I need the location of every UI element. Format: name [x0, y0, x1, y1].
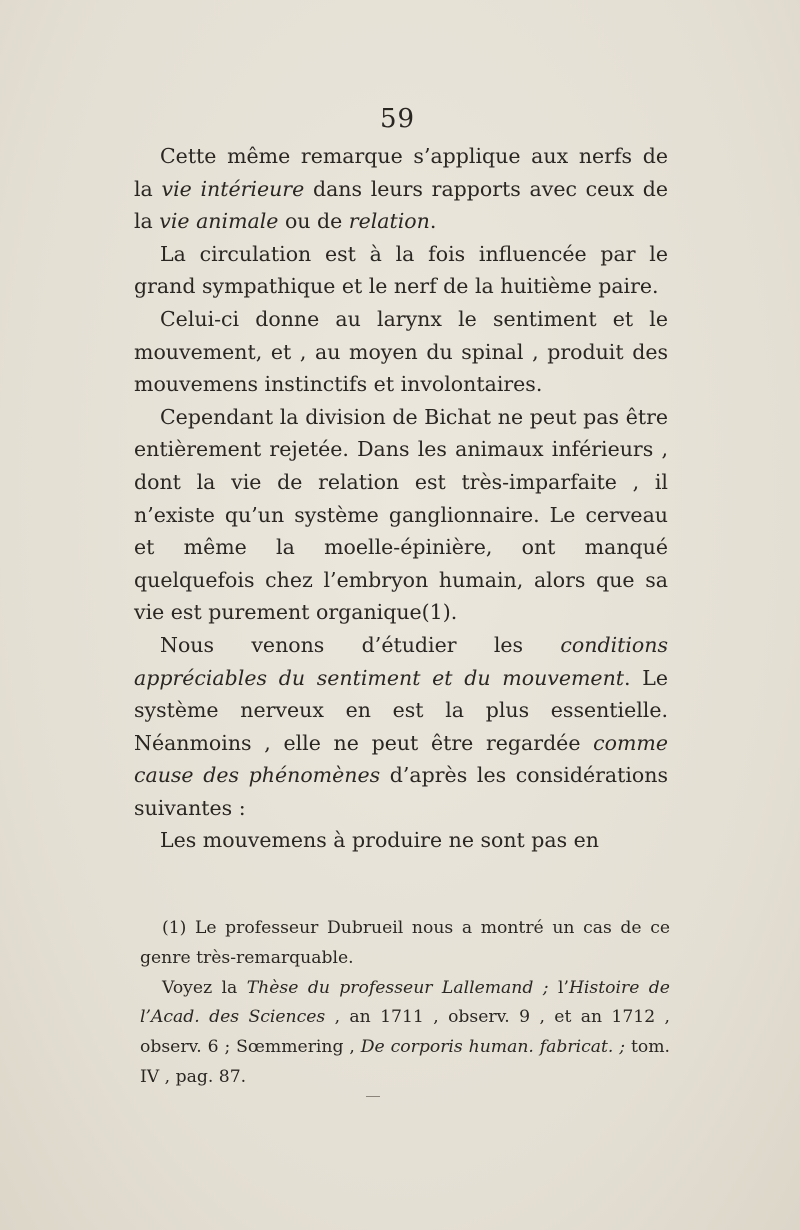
text-run: . [429, 209, 437, 234]
paragraph [134, 401, 668, 629]
bottom-rule [366, 1096, 380, 1097]
paragraph [134, 303, 668, 401]
text-run: , an 1711 , observ. 9 , et an 1712 , observ. 6 ; Sœmmering , [140, 1007, 670, 1058]
text-run: (1) Le professeur Dubrueil nous a montré un cas de ce genre très-remarquable. [140, 918, 670, 968]
text-run: Cette même remarque s’applique aux nerfs de la [134, 144, 668, 201]
footnotes [140, 914, 670, 1093]
italic-text: vie animale [159, 209, 279, 234]
text-run: Nous venons d’étudier les [160, 632, 561, 657]
footnote [140, 974, 670, 1093]
text-run: ou de [278, 209, 349, 234]
italic-text: Thèse du professeur Lallemand ; [246, 977, 549, 998]
footnote [140, 914, 670, 974]
text-run: Cependant la division de Bichat ne peut pas être entièrement rejetée. Dans les animaux inférieurs , dont la vie de relation est très-imparfaite , il n’existe qu’un système ganglionnaire. Le cerveau et même la moelle-épinière, ont manqué quelquefois chez l’embryon humain, alors que sa vie est purement organique(1). [134, 404, 668, 625]
text-run: dans leurs rapports avec ceux de la [134, 176, 668, 234]
text-run: d’après les considérations suivantes : [134, 763, 669, 820]
italic-text: vie intérieure [161, 176, 305, 201]
text-run: Les mouvemens à produire ne sont pas en [160, 828, 600, 853]
paragraph [134, 140, 668, 238]
text-run: La circulation est à la fois influencée par le grand sympathique et le nerf de la huitième paire. [134, 241, 668, 299]
text-run: Celui-ci donne au larynx le sentiment et le mouvement, et , au moyen du spinal , produit des mouvemens instinctifs et involontaires. [134, 306, 668, 397]
paragraph [134, 824, 668, 857]
page-number: 59 [380, 104, 416, 134]
text-run: tom. IV , pag. 87. [140, 1037, 670, 1087]
italic-text: Histoire de l’Acad. des Sciences [140, 977, 670, 1028]
italic-text: conditions appréciables du sentiment et du mouvement [134, 632, 668, 690]
italic-text: De corporis human. fabricat. ; [360, 1037, 626, 1058]
text-run: . Le système nerveux en est la plus essentielle. Néanmoins , elle ne peut être regardée [134, 665, 669, 755]
text-run: Voyez la [162, 977, 247, 998]
italic-text: relation [348, 209, 430, 234]
body-text [134, 140, 668, 857]
text-run: l’ [548, 977, 569, 998]
italic-text: comme cause des phénomènes [134, 730, 668, 788]
paragraph [134, 629, 668, 825]
paragraph [134, 238, 668, 303]
